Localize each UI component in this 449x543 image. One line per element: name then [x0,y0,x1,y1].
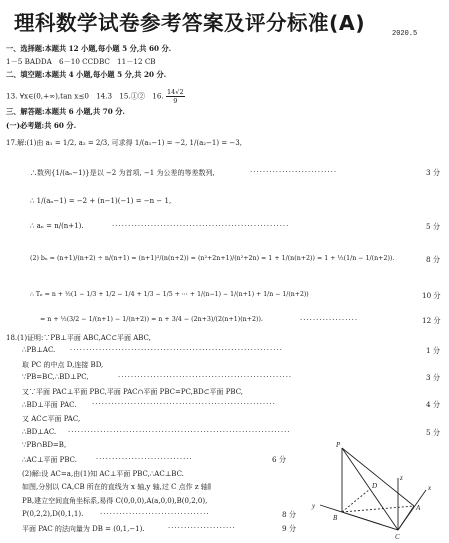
fill-blank-answers [6,88,185,105]
label-b: B [333,514,338,522]
q18-line-4: ∵PB=BC,∴BD⊥PC, [22,373,89,381]
q17-line-6: ∴ Tₙ = n + ½(1 − 1/3 + 1/2 − 1/4 + 1/3 − 1/5 + ⋯ + 1/(n−1) − 1/(n+1) + 1/n − 1/(n+2)) [30,291,309,298]
q18-line-1: 18.(1)证明:∵PB⊥平面 ABC,AC⊂平面 ABC, [6,334,151,342]
q18-line-10: ∴AC⊥平面 PBC. [22,456,77,464]
q17-line-3: ∴ 1/(aₙ−1) = −2 + (n−1)(−1) = −n − 1, [30,197,172,205]
q18-line-3: 取 PC 的中点 D,连接 BD, [22,361,104,369]
q18-line-2: ∴PB⊥AC. [22,346,56,354]
label-d: D [372,482,378,490]
tetrahedron-figure [300,440,440,540]
label-a: A [416,504,421,512]
q18-score-6: 4 分 [426,400,441,409]
edge-ba [342,506,414,512]
label-c: C [395,533,400,540]
section-solutions: 三、解答题:本题共 6 小题,共 70 分. [6,107,125,116]
q17-score-7: 12 分 [422,316,441,325]
answer-16-denominator: 9 [173,97,178,105]
q18-score-10: 6 分 [272,455,287,464]
label-x: x [428,484,432,492]
q18-score-8: 5 分 [426,428,441,437]
q18-line-15: 平面 PAC 的法向量为 DB = (0,1,−1). [22,525,145,533]
q17-line-7: = n + ½(3/2 − 1/(n+1) − 1/(n+2)) = n + 3/4 − (2n+3)/(2(n+1)(n+2)). [40,316,263,323]
q18-line-5: 又∵平面 PAC⊥平面 PBC,平面 PAC∩平面 PBC=PC,BD⊂平面 PBC, [22,388,244,396]
q18-score-4: 3 分 [426,373,441,382]
q17-score-6: 10 分 [422,291,441,300]
choice-answers: 1－5 BADDA 6－10 CCDBC 11－12 CB [6,57,156,66]
q17-line-4: ∴ aₙ = n/(n+1). [30,222,84,230]
q17-score-2: 3 分 [426,168,441,177]
q18-line-8: ∴BD⊥AC. [22,428,57,436]
q18-leader-10: ······························ [96,455,193,463]
q18-leader-4: ······················································ [118,373,293,381]
q18-line-11: (2)解:设 AC=a,由(1)知 AC⊥平面 PBC,∴AC⊥BC. [22,470,184,478]
q18-leader-2: ·································································· [70,346,283,354]
q18-line-13: PB,建立空间直角坐标系,易得 C(0,0,0),A(a,0,0),B(0,2,0), [22,497,208,505]
document-date: 2020.5 [392,30,418,38]
q18-line-9: ∵PB∩BD=B, [22,441,67,449]
q18-line-7: 又 AC⊂平面 PAC, [22,415,81,423]
q18-score-15: 9 分 [282,524,297,533]
edge-pa [342,448,414,506]
q18-line-12: 如图,分别以 CA,CB 所在的直线为 x 轴,y 轴,过 C 点作 z 轴∥ [22,483,212,491]
section-multiple-choice: 一、选择题:本题共 12 小题,每小题 5 分,共 60 分. [6,44,172,53]
q18-leader-15: ····················· [168,524,236,532]
q18-leader-8: ····································································· [68,428,291,436]
answer-16-fraction [166,88,185,105]
label-p: P [336,441,341,449]
q18-leader-6: ························································· [92,400,276,408]
q17-line-1: 17.解:(1)由 a₁ = 1/2, a₂ = 2/3, 可求得 1/(a₁−1) = −2, 1/(a₂−1) = −3, [6,139,242,147]
q18-line-14: P(0,2,2),D(0,1,1). [22,510,84,518]
q18-leader-14: ·································· [100,510,210,518]
label-z: z [400,474,403,482]
q17-leader-7: ·················· [300,316,359,324]
answer-16-numerator: 14√2 [167,88,184,96]
section-required: (一)必考题:共 60 分. [6,121,77,130]
q17-leader-4: ······················································· [112,222,290,230]
page-title: 理科数学试卷参考答案及评分标准(A) [14,11,366,35]
q17-line-5: (2) bₙ = (n+1)/(n+2) ÷ n/(n+1) = (n+1)²/(n(n+2)) = (n²+2n+1)/(n²+2n) = 1 + 1/(n(n+2)) = 1 + ½(1/n − 1/(n+2)). [30,255,395,262]
q17-score-4: 5 分 [426,222,441,231]
q17-leader-2: ··························· [250,168,338,176]
q18-score-2: 1 分 [426,346,441,355]
q17-line-2: ∴数列{1/(aₙ−1)}是以 −2 为首项, −1 为公差的等差数列, [30,169,215,177]
segment-bd [342,489,370,512]
q17-score-5: 8 分 [426,255,441,264]
q18-line-6: ∴BD⊥平面 PAC. [22,401,77,409]
section-fill-blank: 二、填空题:本题共 4 小题,每小题 5 分,共 20 分. [6,70,167,79]
fill-blank-answers-text: 13. ∀x∈(0,+∞),tan x≤0 14.3 15.①② 16. [6,91,164,101]
q18-score-14: 8 分 [282,510,297,519]
label-y: y [312,502,316,510]
